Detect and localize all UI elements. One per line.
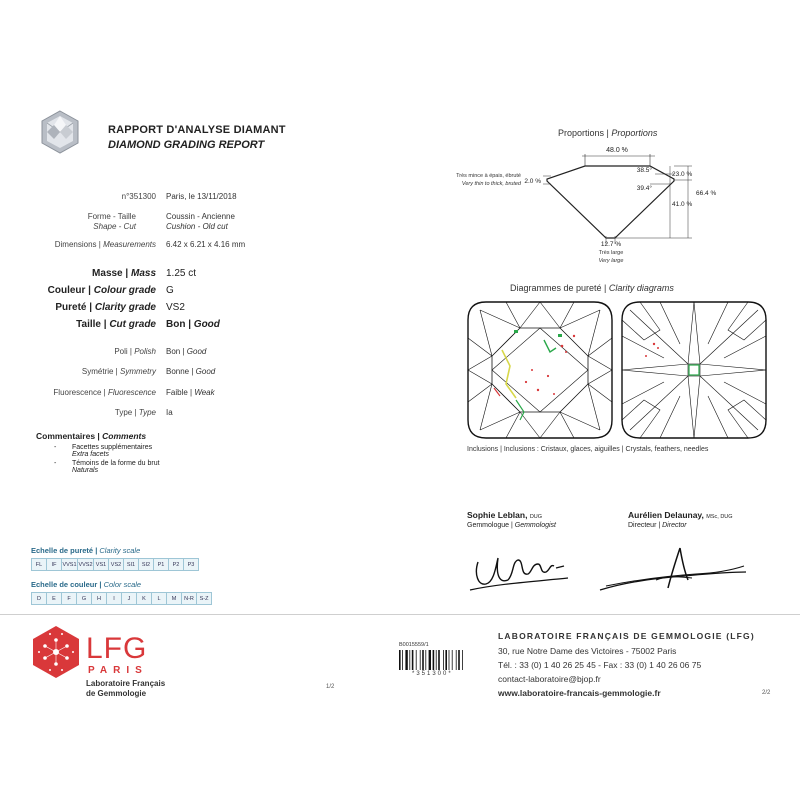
proportions-title: Proportions | Proportions	[558, 128, 658, 138]
scale-cell: M	[166, 592, 182, 605]
scale-cell: G	[76, 592, 92, 605]
signature-2	[596, 546, 756, 596]
scale-cell: P3	[183, 558, 199, 571]
symmetry-value: Bonne | Good	[166, 367, 216, 376]
inclusions-text: Inclusions | Inclusions : Cristaux, glaces, aiguilles | Crystals, feathers, needles	[467, 446, 709, 453]
report-title-en: DIAMOND GRADING REPORT	[108, 139, 265, 151]
barcode-bar	[462, 650, 463, 670]
lab-name-short: Laboratoire Français de Gemmologie	[86, 679, 166, 698]
lfg-logo-icon	[30, 624, 82, 680]
scale-cell: J	[121, 592, 137, 605]
barcode-icon	[398, 650, 478, 670]
list-item: - Témoins de la forme du brut Naturals	[54, 460, 160, 474]
clarity-label: Pureté | Clarity grade	[55, 302, 156, 313]
symmetry-label: Symétrie | Symmetry	[81, 367, 156, 376]
barcode-bar	[433, 650, 435, 670]
type-value: Ia	[166, 408, 173, 417]
scale-cell: K	[136, 592, 152, 605]
scale-cell: FL	[31, 558, 47, 571]
crown-height-label: 23.0 %	[672, 171, 693, 178]
barcode-bar	[422, 650, 424, 670]
proportions-diagram	[430, 140, 740, 270]
page-number-2: 2/2	[762, 690, 771, 696]
lab-website[interactable]: www.laboratoire-francais-gemmologie.fr	[498, 688, 661, 698]
barcode-top-text: B0015559/1	[399, 642, 429, 648]
pavilion-depth-label: 41.0 %	[672, 201, 693, 208]
lfg-logo-text: LFG	[86, 632, 148, 665]
colour-value: G	[166, 285, 174, 296]
scale-cell: P2	[168, 558, 184, 571]
barcode-bar	[399, 650, 401, 670]
pavilion-angle-label: 39.4°	[636, 185, 652, 192]
barcode-bar	[416, 650, 417, 670]
dimensions-value: 6.42 x 6.21 x 4.16 mm	[166, 240, 246, 249]
scale-cell: SI1	[123, 558, 139, 571]
clarity-diagram-pavilion	[620, 300, 768, 440]
barcode-bar	[456, 650, 457, 670]
mass-value: 1.25 ct	[166, 268, 197, 279]
scale-cell: I	[106, 592, 122, 605]
mass-label: Masse | Mass	[92, 268, 156, 279]
scale-cell: P1	[153, 558, 169, 571]
crown-angle-label: 38.5°	[636, 167, 652, 174]
scale-cell: SI2	[138, 558, 154, 571]
scale-cell: IF	[46, 558, 62, 571]
scale-cell: N-R	[181, 592, 197, 605]
report-number: n°351300	[121, 192, 156, 201]
girdle-label: 2.0 %	[524, 178, 541, 185]
fluorescence-label: Fluorescence | Fluorescence	[53, 388, 156, 397]
signature-block-1: Sophie Leblan, DUG Gemmologue | Gemmologist	[467, 510, 556, 529]
fluorescence-value: Faible | Weak	[166, 388, 215, 397]
scale-cell: S-Z	[196, 592, 212, 605]
shape-value-fr: Coussin - Ancienne	[166, 212, 235, 221]
scale-cell: D	[31, 592, 47, 605]
barcode-bar	[438, 650, 440, 670]
page-number-1: 1/2	[326, 684, 335, 690]
type-label: Type | Type	[114, 408, 156, 417]
scale-cell: VVS1	[61, 558, 78, 571]
colour-label: Couleur | Colour grade	[47, 285, 156, 296]
barcode-bar	[429, 650, 431, 670]
barcode-bar	[436, 650, 437, 670]
barcode-bar	[420, 650, 421, 670]
scale-cell: F	[61, 592, 77, 605]
table-label: 48.0 %	[606, 147, 628, 154]
diamond-logo-icon	[38, 110, 82, 154]
shape-value-en: Cushion - Old cut	[166, 222, 228, 231]
footer-divider	[0, 614, 800, 615]
clarity-value: VS2	[166, 302, 185, 313]
scale-cell: VS2	[108, 558, 124, 571]
barcode-bar	[405, 650, 407, 670]
girdle-desc-fr: Très mince à épais, ébruté	[456, 173, 521, 179]
lab-name: LABORATOIRE FRANÇAIS DE GEMMOLOGIE (LFG)	[498, 631, 755, 641]
culet-label: 12.7 %	[600, 241, 622, 248]
culet-desc-fr: Très large	[598, 250, 624, 256]
culet-desc-en: Very large	[598, 258, 624, 264]
report-title-fr: RAPPORT D'ANALYSE DIAMANT	[108, 124, 286, 136]
clarity-diagram-crown	[466, 300, 614, 440]
cut-label: Taille | Cut grade	[76, 319, 156, 330]
signature-block-2: Aurélien Delaunay, MSc, DUG Directeur | Director	[628, 510, 733, 529]
polish-label: Poli | Polish	[114, 347, 156, 356]
colour-scale-label: Echelle de couleur | Color scale	[31, 580, 142, 589]
barcode-bar	[458, 650, 460, 670]
dimensions-label: Dimensions | Measurements	[54, 240, 156, 249]
lfg-logo-city: PARIS	[88, 665, 148, 676]
girdle-desc-en: Very thin to thick, bruted	[461, 181, 521, 187]
lab-address: 30, rue Notre Dame des Victoires - 75002 Paris	[498, 646, 677, 656]
lab-phone: Tél. : 33 (0) 1 40 26 25 45 - Fax : 33 (0) 1 40 26 06 75	[498, 660, 702, 670]
barcode-bar	[452, 650, 453, 670]
comments-label: Commentaires | Comments	[36, 431, 147, 441]
total-depth-label: 66.4 %	[696, 190, 717, 197]
barcode-bottom-text: *351300*	[412, 671, 453, 677]
clarity-scale-label: Echelle de pureté | Clarity scale	[31, 546, 141, 555]
barcode-bar	[409, 650, 410, 670]
scale-cell: E	[46, 592, 62, 605]
scale-cell: VS1	[93, 558, 109, 571]
barcode-bar	[443, 650, 444, 670]
polish-value: Bon | Good	[166, 347, 207, 356]
scale-cell: L	[151, 592, 167, 605]
barcode-bar	[402, 650, 403, 670]
list-item: - Facettes supplémentaires Extra facets	[54, 444, 153, 458]
barcode-bar	[412, 650, 414, 670]
scale-cell: H	[91, 592, 107, 605]
clarity-scale	[31, 558, 198, 571]
barcode-bar	[425, 650, 426, 670]
diagrams-title: Diagrammes de pureté | Clarity diagrams	[510, 283, 674, 293]
signature-1	[468, 544, 578, 594]
report-place-date: Paris, le 13/11/2018	[166, 192, 237, 201]
shape-label-fr: Forme - Taille	[87, 212, 136, 221]
barcode-bar	[449, 650, 450, 670]
cut-value: Bon | Good	[166, 319, 220, 330]
shape-label-en: Shape - Cut	[93, 222, 136, 231]
lab-email[interactable]: contact-laboratoire@bjop.fr	[498, 674, 601, 684]
barcode-bar	[445, 650, 447, 670]
scale-cell: VVS2	[77, 558, 94, 571]
colour-scale	[31, 592, 211, 605]
comment-list	[54, 444, 160, 474]
diamond-profile	[547, 166, 674, 238]
